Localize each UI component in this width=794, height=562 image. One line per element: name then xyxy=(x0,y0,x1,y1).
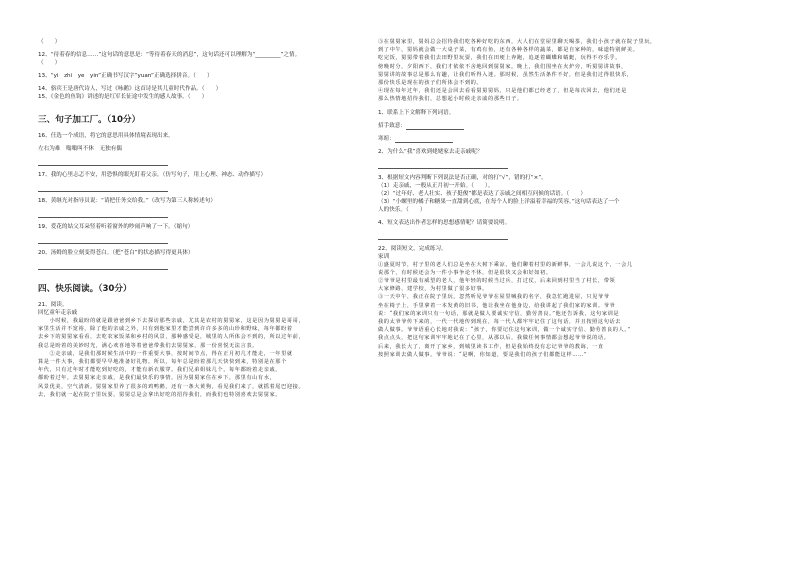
reading-q3: 3、根据短文内容判断下列说法是否正确，对的打“√”，错的打“×”。 xyxy=(378,174,547,181)
reading-q3b: （2）“过年好、老人壮实、孩子挺俊”都是表达了亲戚之间相互问候的话语。（ ） xyxy=(378,190,586,197)
reading-q3c-cont: 人的快乐。（ ） xyxy=(378,206,426,213)
question-16-options: 左右为难 嗡嗡叫不休 无独有偶 xyxy=(38,146,122,152)
text-line: ③一天中午，我正在院子里玩，忽然听见爷爷在屋里喊我的名字，我急忙跑进屋，只见爷爷 xyxy=(378,294,610,301)
text-line: ②爷爷是村里最有威望的老人，他年轻的时候当过兵，打过仗，后来回到村里当了村长，带领 xyxy=(378,278,616,285)
passage-1-paragraph-4 xyxy=(378,87,758,103)
text-line: 舅舅讲的故事总是那么有趣，让我们听得入迷。那时候，虽然生活条件不好，但是我们过得很快乐， xyxy=(378,71,633,78)
question-16: 16、任选一个成语，将它的意思用具体情境表现出来。 xyxy=(38,133,174,139)
passage-2-title: 家训 xyxy=(378,253,390,260)
reading-q2: 2、为什么“我”喜欢到姥姥家去走亲戚呢？ xyxy=(378,148,483,155)
passage-2-paragraph-1 xyxy=(378,261,758,277)
answer-blank-r1a[interactable] xyxy=(406,123,464,130)
answer-line-19[interactable] xyxy=(38,236,168,244)
question-19: 19、爱花的姑父耳朵竖着听着窗外的吵闹声响了一下。（缩句） xyxy=(38,224,194,230)
text-line: 算是一件大事，我们都要早早地准备好礼物。所以，每年总是盼着那几天快快到来，特别是在那个 xyxy=(38,359,287,366)
text-line: 年代，只有过年时才能吃到好吃的，才能有新衣服穿。我们兄弟姐妹几个，每年都盼着走亲戚， xyxy=(38,367,282,374)
reading-q1a-label: 招手致意： xyxy=(378,122,406,129)
text-line: 风景优美，空气清新。舅舅家里养了很多的鸡鸭鹅，还有一条大黄狗，看见我们来了，就摇着尾巴迎接。 xyxy=(38,383,305,390)
reading-q4: 4、短文表达出作者怎样的思想感情呢？请简要说明。 xyxy=(378,219,511,226)
answer-line-20[interactable] xyxy=(38,262,168,270)
question-21: 21、阅读。 xyxy=(38,302,68,308)
text-line: 后来，我长大了，离开了家乡，到城里读书工作，但是我始终没有忘记爷爷的教诲，一直 xyxy=(378,343,604,350)
text-line: 吃完饭，舅舅带着我们去田野里玩耍，我们在田埂上奔跑，追逐着蝴蝶和蜻蜓，玩得不亦乐乎。 xyxy=(378,55,622,62)
text-line: ①盛夏时节，村子里的老人们总是坐在大树下乘凉，他们聊着村里的新鲜事，一会儿说这个，一会儿 xyxy=(378,261,633,268)
text-line: 坐在椅子上，手里拿着一本发黄的旧书，他让我坐在他身边，给我讲起了我们家的家训。爷爷 xyxy=(378,302,616,309)
question-13: 13、“yi zhi ye yin”正确书写汉字“yuan”正确选择拼音。（ ） xyxy=(38,73,213,79)
reading-q1b-label: 寒暄： xyxy=(378,135,395,142)
text-line: 大家修路、建学校，为村里做了很多好事。 xyxy=(378,286,488,293)
text-line: 说：“我们家的家训只有一句话，那就是做人要诚实守信，勤劳善良。”他还告诉我，这句家训是 xyxy=(378,310,620,317)
text-line: 那份快乐是现在的孩子们所体会不到的。 xyxy=(378,80,483,87)
question-12-paren: （ ） xyxy=(38,60,61,66)
question-20: 20、汤姆的脸立刻变得苍白。（把“苍白”的状态描写得更具体） xyxy=(38,250,194,256)
passage-2-paragraph-3 xyxy=(378,293,758,359)
question-18: 18、黄继光对指导员说：“请把任务交给我。”（改写为第三人称转述句） xyxy=(38,198,216,204)
reading-q3c: （3）“小螺里的橘子和糖果一直甜到心底，在每个人的脸上洋溢着幸福的笑容。”这句话表达了一个 xyxy=(378,198,620,205)
answer-line-16[interactable] xyxy=(38,158,168,166)
text-line: 家里生活并不宽裕，除了他的亲戚之外，只有到他家里才能尝到许许多多的山珍和野味，每年都盼着 xyxy=(38,326,293,333)
text-line: ④现在每年过年，我们还是会回去看看舅舅舅妈，只是他们都已经老了，但是每次回去，他们还是 xyxy=(378,88,627,95)
text-line: 我点点头，把这句家训牢牢地记在了心里，从那以后，我做任何事情都会想起爷爷说的话。 xyxy=(378,335,610,342)
text-line: ②走亲戚，是我们那时候生活中的一件重要大事，按时间节点，得在正月初几才能走，一年里就 xyxy=(38,350,293,357)
answer-line-17[interactable] xyxy=(38,184,168,192)
text-line: 按照家训去做人做事。爷爷说：“是啊，你知道，要是我们的孩子们都能这样……” xyxy=(378,351,588,358)
answer-line-r2[interactable] xyxy=(378,161,508,169)
text-line: 我的太爷爷传下来的，一代一代地传到现在，每一代人都牢牢记住了这句话，并且按照这句话去 xyxy=(378,319,622,326)
text-line: 去乡下的舅舅家看看，去吃农家饭菜和乡村的风景，那种感受是，城里的人所体会不到的，所以过年前， xyxy=(38,334,305,341)
reading-q1b xyxy=(378,135,758,143)
text-line: 做人做事。爷爷语重心长地对我说：“孩子，你要记住这句家训，做一个诚实守信、勤劳善良的人。” xyxy=(378,327,631,334)
reading-q1a xyxy=(378,122,758,130)
text-line: 都盼着过年，去舅舅家走亲戚，是我们最快乐的事情。因为舅舅家住在乡下，那里有山有水， xyxy=(38,375,276,382)
text-line: 到了中午，舅妈就会做一大桌子菜，有鸡有鱼，还有各种各样的蔬菜，都是自家种的，味道特别鲜美。 xyxy=(378,47,639,54)
question-17: 17、我的心里忐忑不安，用恐惧的眼光盯着父亲。（仿写句子，用上心理、神态、动作描写） xyxy=(38,172,267,178)
text-line: 说那个，有时候还会为一件小事争论不休，但是很快又会和好如初。 xyxy=(378,269,552,276)
left-column xyxy=(38,38,363,399)
text-line: 傍晚时分，夕阳西下，我们才依依不舍地回到舅舅家。晚上，我们围坐在火炉旁，听舅舅讲故事， xyxy=(378,63,627,70)
passage-1-paragraph-1 xyxy=(38,317,363,350)
reading-q3a: （1）走亲戚，一般从正月初一开始。（ ）。 xyxy=(378,182,494,189)
answer-line-18[interactable] xyxy=(38,210,168,218)
passage-1-paragraph-3 xyxy=(378,38,758,87)
answer-line-r4[interactable] xyxy=(378,232,508,240)
section-4-title: 四、快乐阅读。（30分） xyxy=(38,284,132,294)
question-14: 14、骆宾王是唐代诗人，写过《咏鹅》这首诗是其儿童时代作品。（ ） xyxy=(38,86,222,92)
text-line: 那么热情地招待我们，总想起小时候走亲戚的那些日子。 xyxy=(378,96,523,103)
passage-2-paragraph-2 xyxy=(378,277,758,293)
text-line: ③在舅舅家里，舅妈总会招待我们吃各种好吃的东西，大人们在堂屋里聊天喝茶，我们小孩子就在院子里玩， xyxy=(378,39,656,45)
text-line: 我总是盼着的美妙时光，满心欢喜地等着爸爸带我们去舅舅家，那一份喜悦无法言表。 xyxy=(38,342,258,349)
question-12: 12、“待着春的信息……”这句话的意思是：“等待着春天的消息”，这句话还可以理解为“_________”之情。 xyxy=(38,52,301,58)
question-22: 22、阅读短文，完成练习。 xyxy=(378,245,447,252)
text-line: 小时候，我最盼的就是跟爸爸到乡下去探访那些亲戚，尤其是农村的舅舅家，这是因为舅舅是哥哥， xyxy=(38,318,305,324)
text-line: 去，我们就一起在院子里玩耍。舅舅总是会拿出好吃的招待我们，而我们也特别喜欢去舅舅家。 xyxy=(38,391,282,398)
reading-q1: 1、联系上下文解释下列词语。 xyxy=(378,109,455,116)
passage-1-paragraph-2 xyxy=(38,350,363,399)
answer-blank-r1b[interactable] xyxy=(395,136,453,143)
right-column xyxy=(378,38,758,359)
section-3-title: 三、句子加工厂。（10分） xyxy=(38,115,141,125)
q11-answer-paren: （ ） xyxy=(38,39,61,45)
passage-1-title: 回忆童年走亲戚 xyxy=(38,310,78,316)
question-15: 15、《金色的鱼钩》讲述的是红军长征途中发生的感人故事。（ ） xyxy=(38,94,208,100)
